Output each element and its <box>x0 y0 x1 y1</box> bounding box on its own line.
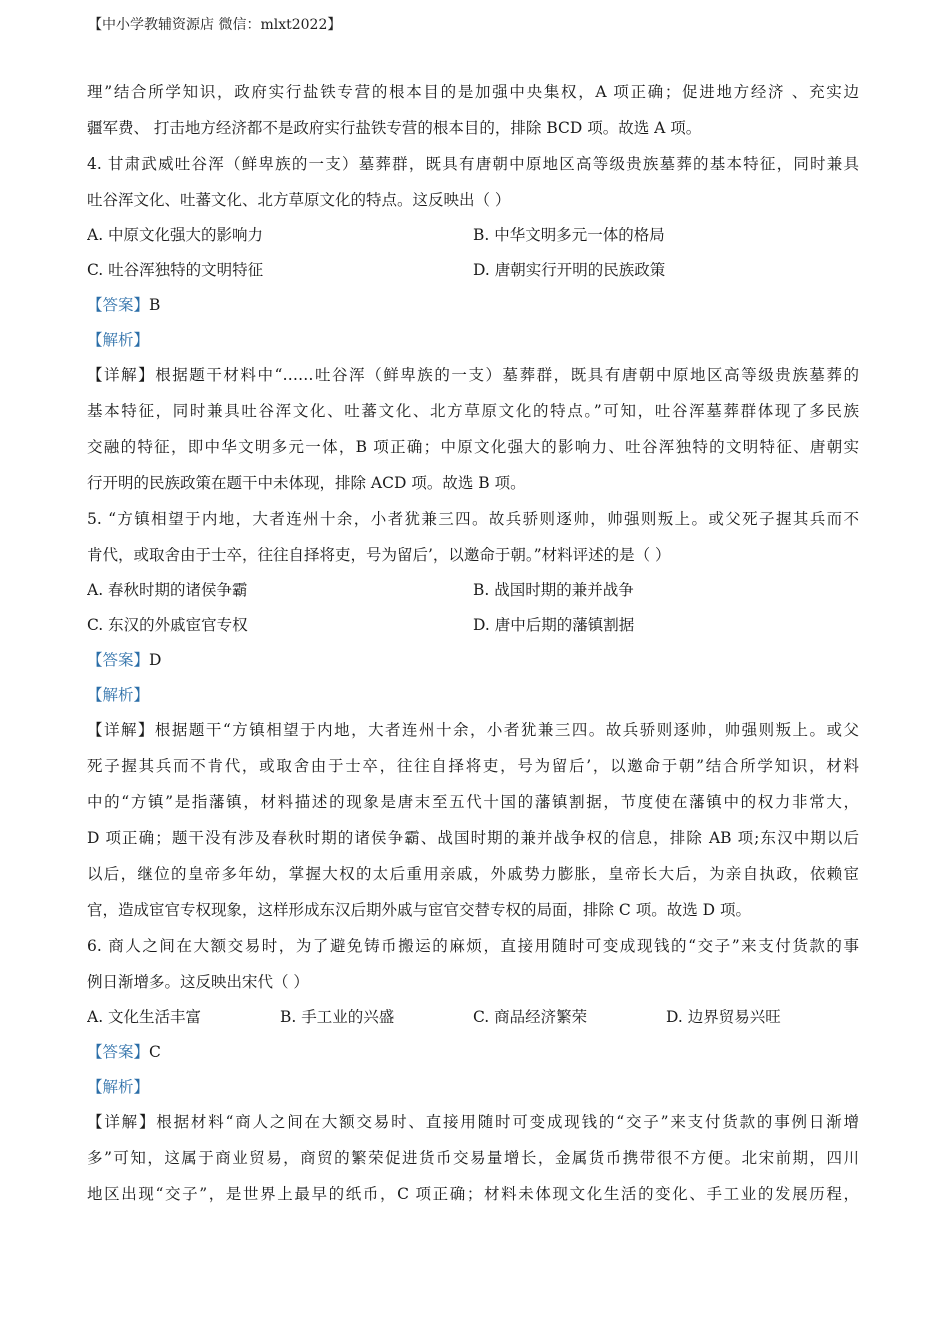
page-header: 【中小学教辅资源店 微信：mlxt2022】 <box>88 17 342 33</box>
question-6-stem: 例日渐增多。这反映出宋代（ ） <box>87 973 309 991</box>
detail-line: D 项正确；题干没有涉及春秋时期的诸侯争霸、战国时期的兼并战争权的信息，排除 AB 项;东汉中期以后 <box>87 829 859 847</box>
question-6-options-row <box>87 1003 859 1038</box>
question-5-options-row <box>87 611 859 646</box>
detail-line: 交融的特征，即中华文明多元一体，B 项正确；中原文化强大的影响力、吐谷浑独特的文明特征、唐朝实 <box>87 438 859 456</box>
detail-line <box>87 716 859 752</box>
answer-value: D <box>149 651 162 669</box>
option-d: D. 边界贸易兴旺 <box>666 1008 781 1026</box>
analysis-tag: 【解析】 <box>87 686 150 704</box>
option-b: B. 中华文明多元一体的格局 <box>473 226 665 244</box>
option-a: A. 中原文化强大的影响力 <box>87 226 264 244</box>
detail-line: 官，造成宦官专权现象，这样形成东汉后期外戚与宦官交替专权的局面，排除 C 项。故选 D 项。 <box>87 901 751 919</box>
question-4-stem: 4. 甘肃武威吐谷浑（鲜卑族的一支）墓葬群，既具有唐朝中原地区高等级贵族墓葬的基本特征，同时兼具 <box>87 155 859 173</box>
detail-line: 以后，继位的皇帝多年幼，掌握大权的太后重用亲戚，外戚势力膨胀，皇帝长大后，为亲自执政，依赖宦 <box>87 865 859 883</box>
detail-text: 根据题干“方镇相望于内地，大者连州十余，小者犹兼三四。故兵骄则逐帅，帅强则叛上。或父 <box>154 721 859 739</box>
question-4-stem: 吐谷浑文化、吐蕃文化、北方草原文化的特点。这反映出（ ） <box>87 191 511 209</box>
answer-line <box>87 291 859 326</box>
document-body <box>87 78 859 1216</box>
paragraph-line: 理”结合所学知识，政府实行盐铁专营的根本目的是加强中央集权，A 项正确；促进地方经济 、充实边 <box>87 83 859 101</box>
option-b: B. 战国时期的兼并战争 <box>473 581 634 599</box>
option-d: D. 唐中后期的藩镇割据 <box>473 616 635 634</box>
analysis-line <box>87 1073 859 1108</box>
question-5-options-row <box>87 576 859 611</box>
question-5-stem: 5. “方镇相望于内地，大者连州十余，小者犹兼三四。故兵骄则逐帅，帅强则叛上。或父死子握其兵而不 <box>87 510 859 528</box>
question-5-stem: 肯代，或取舍由于士卒，往往自择将吏，号为留后’，以邀命于朝。”材料评述的是（ ） <box>87 546 671 564</box>
paragraph-line: 疆军费、 打击地方经济都不是政府实行盐铁专营的根本目的，排除 BCD 项。故选 A 项。 <box>87 119 702 137</box>
option-b: B. 手工业的兴盛 <box>280 1008 395 1026</box>
detail-line: 中的“方镇”是指藩镇，材料描述的现象是唐末至五代十国的藩镇割据，节度使在藩镇中的权力非常大， <box>87 793 859 811</box>
answer-tag: 【答案】 <box>87 296 150 314</box>
question-4-options-row <box>87 256 859 291</box>
analysis-line <box>87 326 859 361</box>
option-a: A. 文化生活丰富 <box>87 1008 202 1026</box>
answer-tag: 【答案】 <box>87 651 150 669</box>
option-c: C. 东汉的外戚宦官专权 <box>87 616 248 634</box>
detail-tag: 【详解】 <box>87 721 155 739</box>
detail-line: 多”可知，这属于商业贸易，商贸的繁荣促进货币交易量增长，金属货币携带很不方便。北宋前期，四川 <box>87 1149 859 1167</box>
detail-line: 行开明的民族政策在题干中未体现，排除 ACD 项。故选 B 项。 <box>87 474 526 492</box>
detail-line: 死子握其兵而不肯代，或取舍由于士卒，往往自择将吏，号为留后’，以邀命于朝”结合所学知识，材料 <box>87 757 859 775</box>
option-d: D. 唐朝实行开明的民族政策 <box>473 261 666 279</box>
answer-value: B <box>149 296 161 314</box>
detail-tag: 【详解】 <box>87 1113 157 1131</box>
option-c: C. 吐谷浑独特的文明特征 <box>87 261 264 279</box>
question-6-stem: 6. 商人之间在大额交易时，为了避免铸币搬运的麻烦，直接用随时可变成现钱的“交子”来支付货款的事 <box>87 937 859 955</box>
detail-text: 根据材料“商人之间在大额交易时、直接用随时可变成现钱的“交子”来支付货款的事例日渐增 <box>156 1113 859 1131</box>
question-4-options-row <box>87 221 859 256</box>
detail-text: 根据题干材料中“……吐谷浑（鲜卑族的一支）墓葬群，既具有唐朝中原地区高等级贵族墓葬的 <box>155 366 859 384</box>
option-a: A. 春秋时期的诸侯争霸 <box>87 581 248 599</box>
analysis-tag: 【解析】 <box>87 331 150 349</box>
answer-line <box>87 646 859 681</box>
answer-value: C <box>149 1043 161 1061</box>
detail-tag: 【详解】 <box>87 366 156 384</box>
detail-line: 地区出现“交子”，是世界上最早的纸币，C 项正确；材料未体现文化生活的变化、手工业的发展历程， <box>87 1185 859 1203</box>
answer-line <box>87 1038 859 1073</box>
analysis-line <box>87 681 859 716</box>
option-c: C. 商品经济繁荣 <box>473 1008 588 1026</box>
detail-line <box>87 1108 859 1144</box>
answer-tag: 【答案】 <box>87 1043 150 1061</box>
detail-line <box>87 361 859 397</box>
detail-line: 基本特征，同时兼具吐谷浑文化、吐蕃文化、北方草原文化的特点。”可知，吐谷浑墓葬群体现了多民族 <box>87 402 859 420</box>
analysis-tag: 【解析】 <box>87 1078 150 1096</box>
